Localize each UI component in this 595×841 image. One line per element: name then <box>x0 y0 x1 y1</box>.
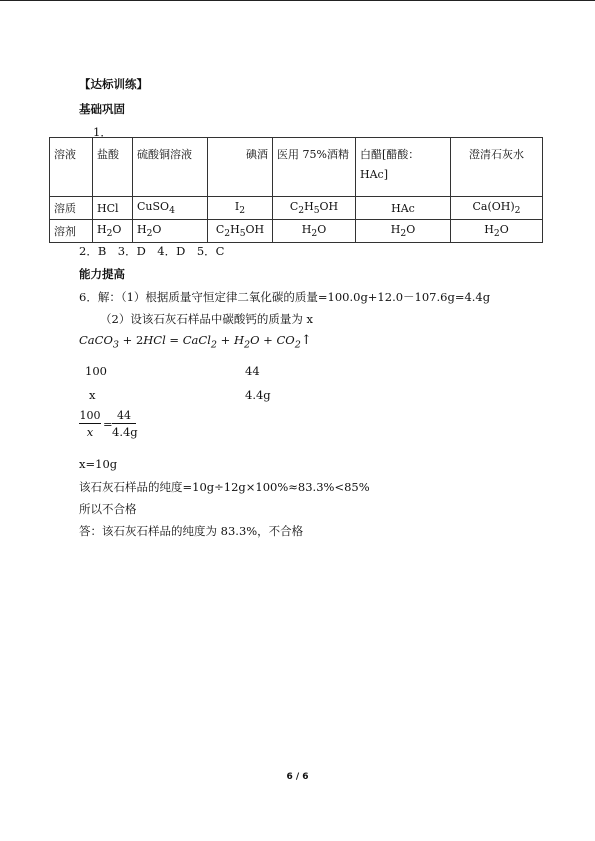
ratio-right-bottom: 4.4g <box>245 388 271 402</box>
fraction-right: 44 4.4g <box>112 409 138 439</box>
page-number: 6 / 6 <box>286 772 309 782</box>
header-rule <box>0 0 595 1</box>
purity-line: 该石灰石样品的纯度=10g÷12g×100%≈83.3%<85% <box>79 480 370 494</box>
ratio-right-top: 44 <box>245 364 260 378</box>
solute-iodine: $I_2$ <box>208 197 273 220</box>
answer-table <box>49 137 543 243</box>
mc-answers: 2．B 3．D 4．D 5．C <box>79 244 225 258</box>
solvent-water-3: $H_2O$ <box>273 220 356 243</box>
header-cell-vinegar <box>356 138 451 197</box>
conclusion-line: 所以不合格 <box>79 502 137 516</box>
fraction-equals: = <box>103 417 113 431</box>
table-row-solute <box>50 197 543 220</box>
solvent-water-4: $H_2O$ <box>356 220 451 243</box>
header-cell-alcohol: 医用 75%酒精 <box>273 138 356 197</box>
header-cell-iodine: 碘酒 <box>208 138 273 197</box>
header-cell-solution: 溶液 <box>50 138 93 197</box>
basic-heading: 基础巩固 <box>79 102 125 116</box>
row-label-solute: 溶质 <box>50 197 93 220</box>
solvent-water-5: $H_2O$ <box>451 220 543 243</box>
solute-ethanol: $C_2H_5OH$ <box>273 197 356 220</box>
up-arrow-icon: ↑ <box>300 333 312 348</box>
ratio-left-top: 100 <box>85 364 107 378</box>
advanced-heading: 能力提高 <box>79 267 125 281</box>
header-cell-cuso4: 硫酸铜溶液 <box>133 138 208 197</box>
solvent-water-1: $H_2O$ <box>93 220 133 243</box>
result-x: x=10g <box>79 457 118 471</box>
vinegar-line1: 白醋[醋酸： <box>360 148 420 161</box>
table-header-row <box>50 138 543 197</box>
row-label-solvent: 溶剂 <box>50 220 93 243</box>
solvent-water-2: $H_2O$ <box>133 220 208 243</box>
header-cell-limewater: 澄清石灰水 <box>451 138 543 197</box>
question-1-label: 1． <box>93 125 112 139</box>
table-row-solvent <box>50 220 543 243</box>
header-cell-hcl: 盐酸 <box>93 138 133 197</box>
ratio-left-bottom: x <box>89 388 96 402</box>
chemical-equation: CaCO$_3$ + 2HCl = CaCl$_2$ + $H_2O$ + $CO_2↑$ <box>79 333 312 351</box>
q6-line2: （2）设该石灰石样品中碳酸钙的质量为 x <box>100 312 313 326</box>
solute-hac: HAc <box>356 197 451 220</box>
section-title: 【达标训练】 <box>79 77 148 91</box>
solute-hcl: HCl <box>93 197 133 220</box>
q6-line1: 6．解：（1）根据质量守恒定律二氧化碳的质量=100.0g+12.0－107.6g=4.4g <box>79 290 491 304</box>
fraction-left: 100 x <box>79 409 101 439</box>
solute-caoh2: $Ca(OH)_2$ <box>451 197 543 220</box>
solvent-ethanol: $C_2H_5OH$ <box>208 220 273 243</box>
vinegar-line2: HAc] <box>360 168 388 181</box>
solute-cuso4: CuSO$_4$ <box>133 197 208 220</box>
answer-line: 答：该石灰石样品的纯度为 83.3%，不合格 <box>79 524 304 538</box>
